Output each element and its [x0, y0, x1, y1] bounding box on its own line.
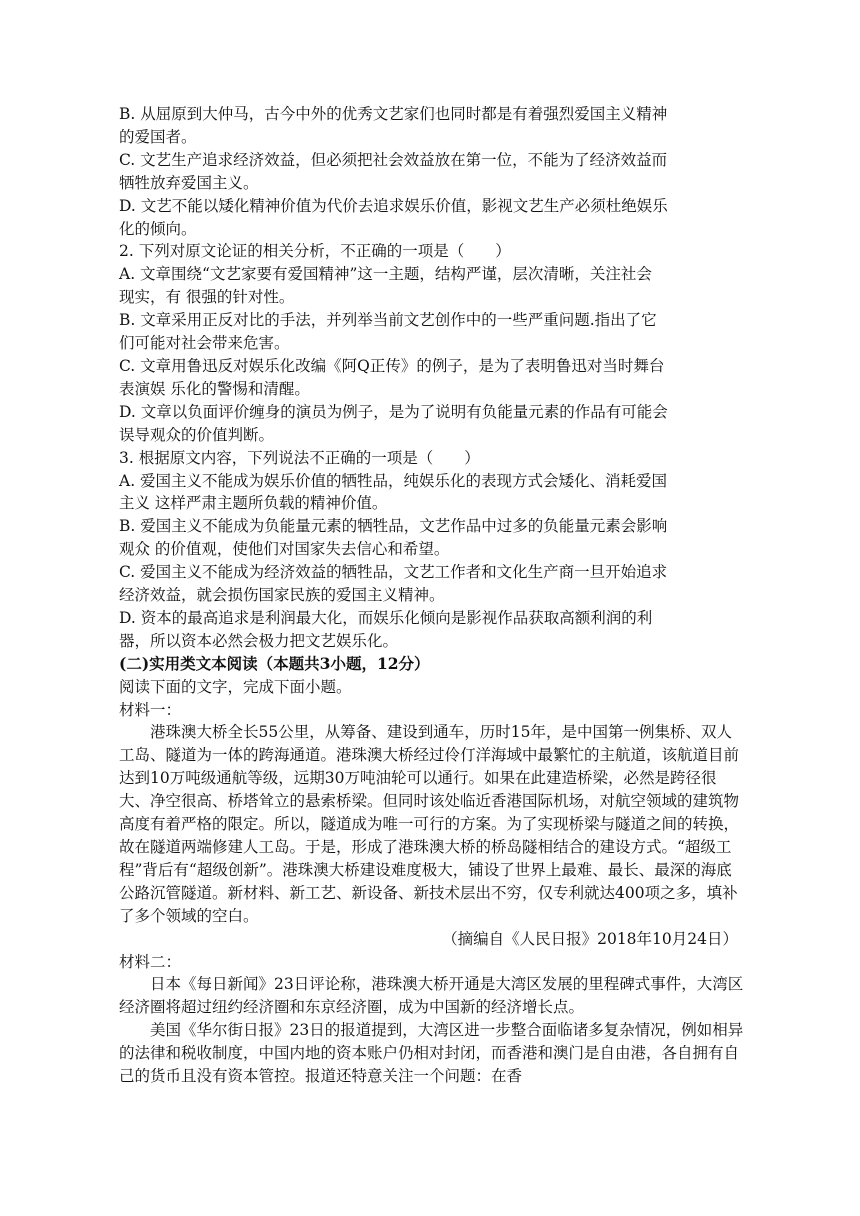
question-2-option-a-cont: 现实，有 很强的针对性。 [119, 288, 295, 307]
question-1-option-c: C. 文艺生产追求经济效益，但必须把社会效益放在第一位，不能为了经济效益而 [119, 150, 668, 169]
question-2-option-b: B. 文章采用正反对比的手法，并列举当前文艺创作中的一些严重问题.指出了它 [119, 311, 657, 330]
question-2-option-c-cont: 表演娱 乐化的警惕和清醒。 [119, 379, 310, 398]
question-2-option-d-cont: 误导观众的价值判断。 [119, 425, 275, 444]
question-2-option-d: D. 文章以负面评价缠身的演员为例子，是为了说明有负能量元素的作品有可能会 [119, 402, 668, 421]
question-3-option-b-cont: 观众 的价值观，使他们对国家失去信心和希望。 [119, 540, 450, 559]
material-1-paragraph: 港珠澳大桥全长55公里，从筹备、建设到通车，历时15年，是中国第一例集桥、双人工岛、隧道为一体的跨海通道。港珠澳大桥经过伶仃洋海域中最繁忙的主航道，该航道目前达到10万吨级通航等级，远期30万吨油轮可以通行。如果在此建造桥梁，必然是跨径很大、净空很高、桥塔耸立的悬索桥梁。但同时该处临近香港国际机场，对航空领域的建筑物高度有着严格的限定。所以，隧道成为唯一可行的方案。为了实现桥梁与隧道之间的转换，故在隧道两端修建人工岛。于是，形成了港珠澳大桥的桥岛隧相结合的建设方式。“超级工程”背后有“超级创新”。港珠澳大桥建设难度极大，铺设了世界上最难、最长、最深的海底公路沉管隧道。新材料、新工艺、新设备、新技术层出不穷，仅专利就达400项之多，填补了多个领域的空白。 [119, 723, 740, 925]
question-3-option-c-cont: 经济效益，就会损伤国家民族的爱国主义精神。 [119, 586, 445, 605]
question-1-option-c-cont: 牺牲放弃爱国主义。 [119, 173, 259, 192]
material-1-label: 材料一： [119, 700, 182, 719]
reading-instruction: 阅读下面的文字，完成下面小题。 [119, 677, 352, 696]
material-2-paragraph-2: 美国《华尔街日报》23日的报道提到，大湾区进一步整合面临诸多复杂情况，例如相异的法律和税收制度，中国内地的资本账户仍相对封闭，而香港和澳门是自由港，各自拥有自己的货币且没有资本管控。报道还特意关注一个问题：在香 [119, 1021, 744, 1086]
question-3-option-c: C. 爱国主义不能成为经济效益的牺牲品，文艺工作者和文化生产商一旦开始追求 [119, 563, 668, 582]
question-3-option-d-cont: 器，所以资本必然会极力把文艺娱乐化。 [119, 631, 399, 650]
material-2-label: 材料二： [119, 952, 182, 971]
section-title: (二)实用类文本阅读（本题共3小题，12分） [119, 653, 430, 673]
document-page [119, 103, 744, 1088]
question-1-option-d: D. 文艺不能以矮化精神价值为代价去追求娱乐价值，影视文艺生产必须杜绝娱乐 [119, 196, 668, 215]
question-1-option-b-cont: 的爱国者。 [119, 127, 197, 146]
question-3-option-a: A. 爱国主义不能成为娱乐价值的牺牲品，纯娱乐化的表现方式会矮化、消耗爱国 [119, 471, 668, 490]
question-2-option-a: A. 文章围绕“文艺家要有爱国精神”这一主题，结构严谨，层次清晰，关注社会 [119, 265, 652, 284]
question-3-option-d: D. 资本的最高追求是利润最大化，而娱乐化倾向是影视作品获取高额利润的利 [119, 608, 653, 627]
material-1-source: （摘编自《人民日报》2018年10月24日） [442, 929, 738, 948]
question-2-option-b-cont: 们可能对社会带来危害。 [119, 334, 290, 353]
question-1-option-b: B. 从屈原到大仲马，古今中外的优秀文艺家们也同时都是有着强烈爱国主义精神 [119, 105, 668, 123]
question-3-option-b: B. 爱国主义不能成为负能量元素的牺牲品，文艺作品中过多的负能量元素会影响 [119, 517, 668, 536]
question-1-option-d-cont: 化的倾向。 [119, 219, 197, 238]
question-2-option-c: C. 文章用鲁迅反对娱乐化改编《阿Q正传》的例子，是为了表明鲁迅对当时舞台 [119, 356, 665, 375]
question-3-stem: 3. 根据原文内容，下列说法不正确的一项是（ ） [119, 448, 480, 467]
question-3-option-a-cont: 主义 这样严肃主题所负载的精神价值。 [119, 494, 388, 513]
question-2-stem: 2. 下列对原文论证的相关分析，不正确的一项是（ ） [119, 242, 511, 261]
material-2-paragraph-1: 日本《每日新闻》23日评论称，港珠澳大桥开通是大湾区发展的里程碑式事件，大湾区经济圈将超过纽约经济圈和东京经济圈，成为中国新的经济增长点。 [119, 975, 744, 1017]
